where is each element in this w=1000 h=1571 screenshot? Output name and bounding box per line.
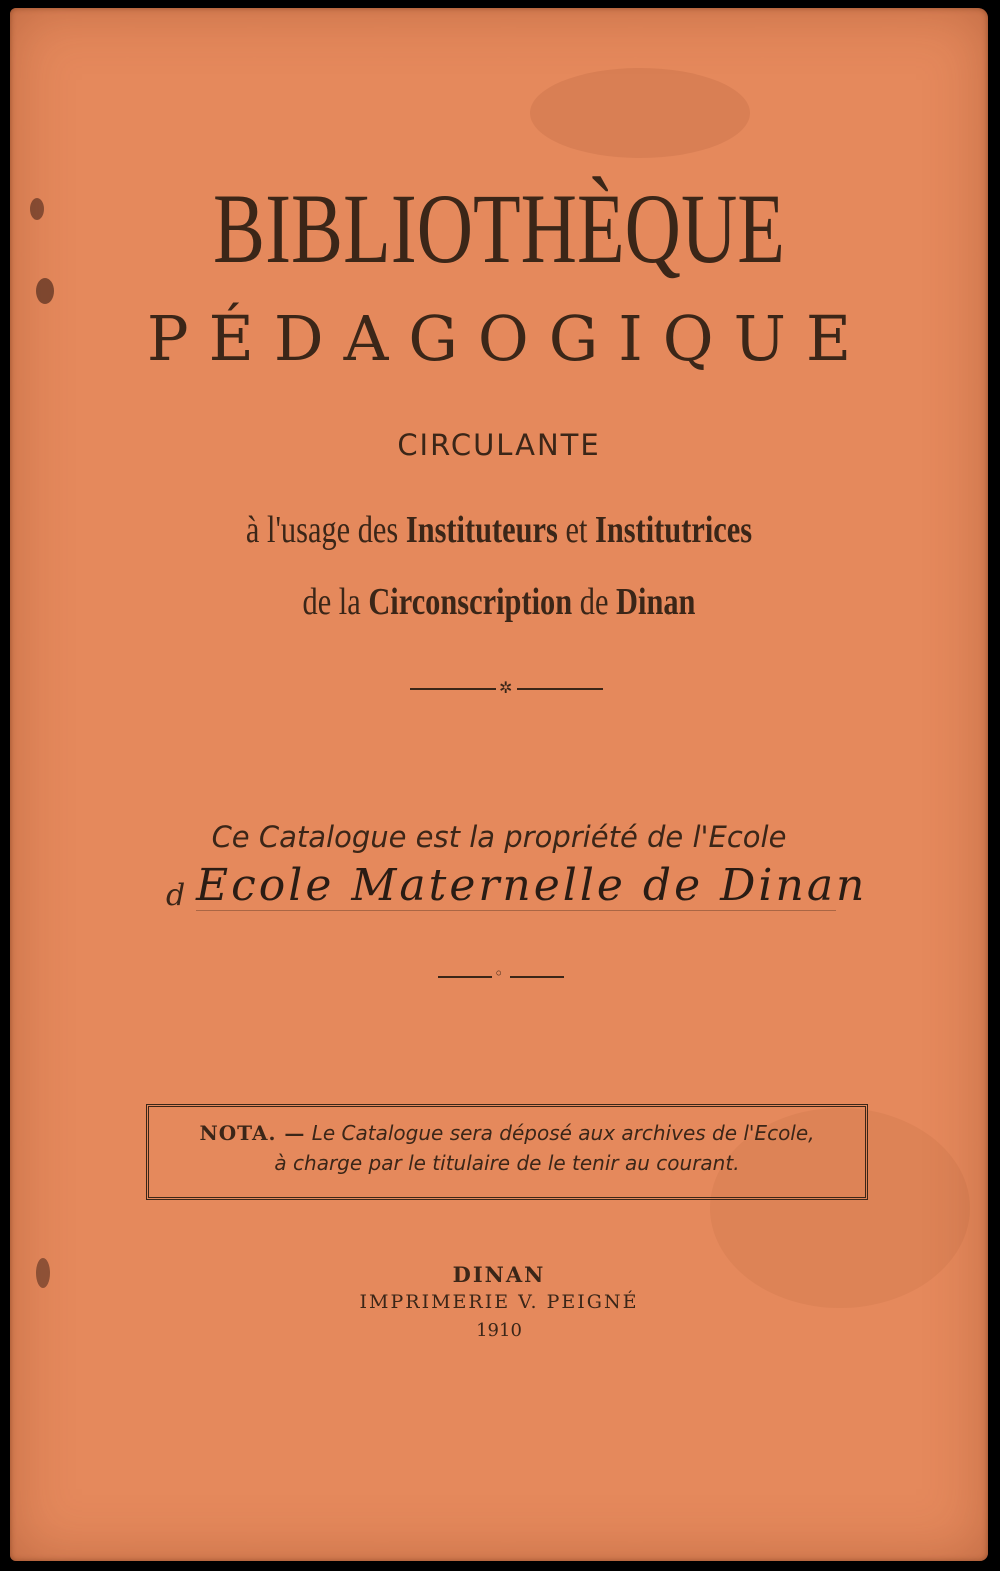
- district-mid: de: [572, 581, 617, 623]
- district-circonscription: Circonscription: [368, 581, 573, 623]
- usage-instituteurs: Instituteurs: [405, 509, 558, 551]
- nota-label: NOTA. —: [199, 1121, 306, 1145]
- district-prefix: de la: [302, 581, 369, 623]
- district-line: [108, 580, 890, 624]
- nota-text-1: Le Catalogue sera déposé aux archives de l'Ecole,: [305, 1121, 815, 1145]
- booklet-cover: [10, 8, 988, 1561]
- imprint-year: 1910: [476, 1320, 522, 1341]
- subtitle-circulante: CIRCULANTE: [397, 428, 601, 462]
- divider-left-1: [410, 688, 496, 690]
- title-pedagogique: PÉDAGOGIQUE: [146, 302, 872, 375]
- title-bibliotheque: BIBLIOTHÈQUE: [213, 173, 785, 284]
- nota-box: [146, 1104, 868, 1200]
- divider-right-2: [510, 976, 564, 978]
- nota-line-2: à charge par le titulaire de le tenir au courant.: [274, 1151, 740, 1175]
- ornament-star-icon: ✲: [499, 678, 513, 697]
- imprint-city: DINAN: [452, 1262, 546, 1287]
- ownership-statement: Ce Catalogue est la propriété de l'Ecole: [211, 820, 787, 854]
- divider-right-1: [517, 688, 603, 690]
- handwritten-school-name: Ecole Maternelle de Dinan: [196, 860, 868, 911]
- usage-mid: et: [557, 509, 596, 551]
- district-city: Dinan: [616, 581, 696, 623]
- imprint-printer: IMPRIMERIE V. PEIGNÉ: [359, 1291, 639, 1313]
- nota-line-1: [149, 1121, 865, 1145]
- usage-prefix: à l'usage des: [245, 509, 406, 551]
- ownership-prefix: d: [166, 878, 186, 913]
- usage-institutrices: Institutrices: [595, 509, 753, 551]
- usage-line: [108, 508, 890, 552]
- divider-left-2: [438, 976, 492, 978]
- ornament-circle-icon: ◦: [494, 964, 504, 983]
- handwriting-baseline: [196, 910, 836, 911]
